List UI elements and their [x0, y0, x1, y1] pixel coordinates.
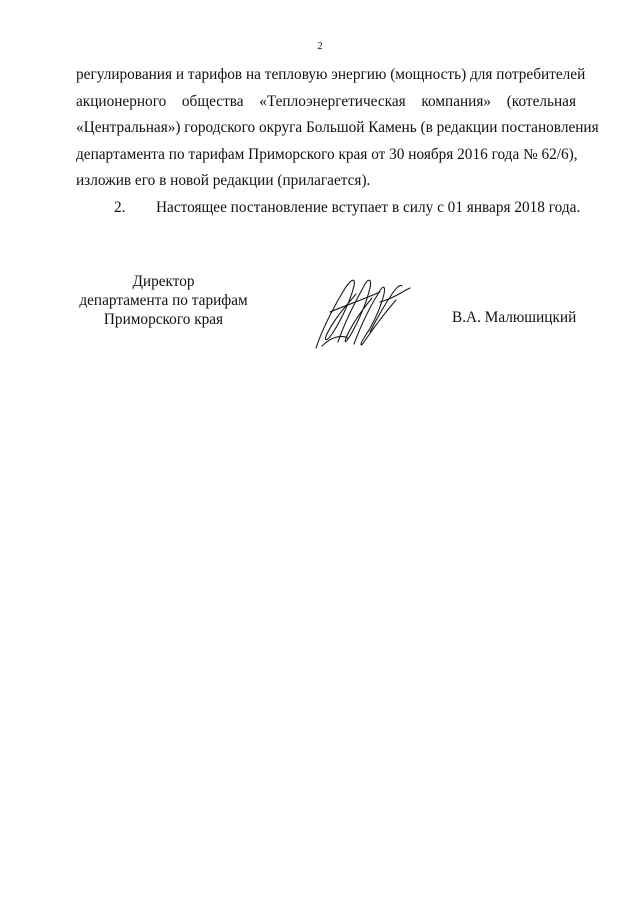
- paragraph-line: «Центральная») городского округа Большой Камень (в редакции постановления: [76, 119, 599, 137]
- signer-name: В.А. Малюшицкий: [452, 309, 577, 326]
- paragraph-line: акционерного общества «Теплоэнергетическая компания» (котельная: [76, 92, 576, 110]
- signer-title-line: департамента по тарифам: [79, 292, 248, 309]
- paragraph-continuation: [76, 62, 599, 195]
- signer-title-line: Приморского края: [103, 311, 224, 328]
- document-body: [76, 62, 599, 222]
- item-text: Настоящее постановление вступает в силу с 01 января 2018 года.: [156, 198, 581, 216]
- signer-title-line: Директор: [132, 273, 195, 290]
- handwritten-signature: [310, 272, 415, 352]
- paragraph-line: департамента по тарифам Приморского края от 30 ноября 2016 года № 62/6),: [76, 145, 578, 163]
- paragraph-line: регулирования и тарифов на тепловую энергию (мощность) для потребителей: [76, 66, 586, 83]
- signer-title-block: [76, 272, 251, 329]
- paragraph-line: изложив его в новой редакции (прилагается).: [76, 172, 371, 190]
- numbered-item: [76, 195, 581, 222]
- page-number: 2: [317, 40, 323, 52]
- item-number: 2.: [114, 198, 126, 216]
